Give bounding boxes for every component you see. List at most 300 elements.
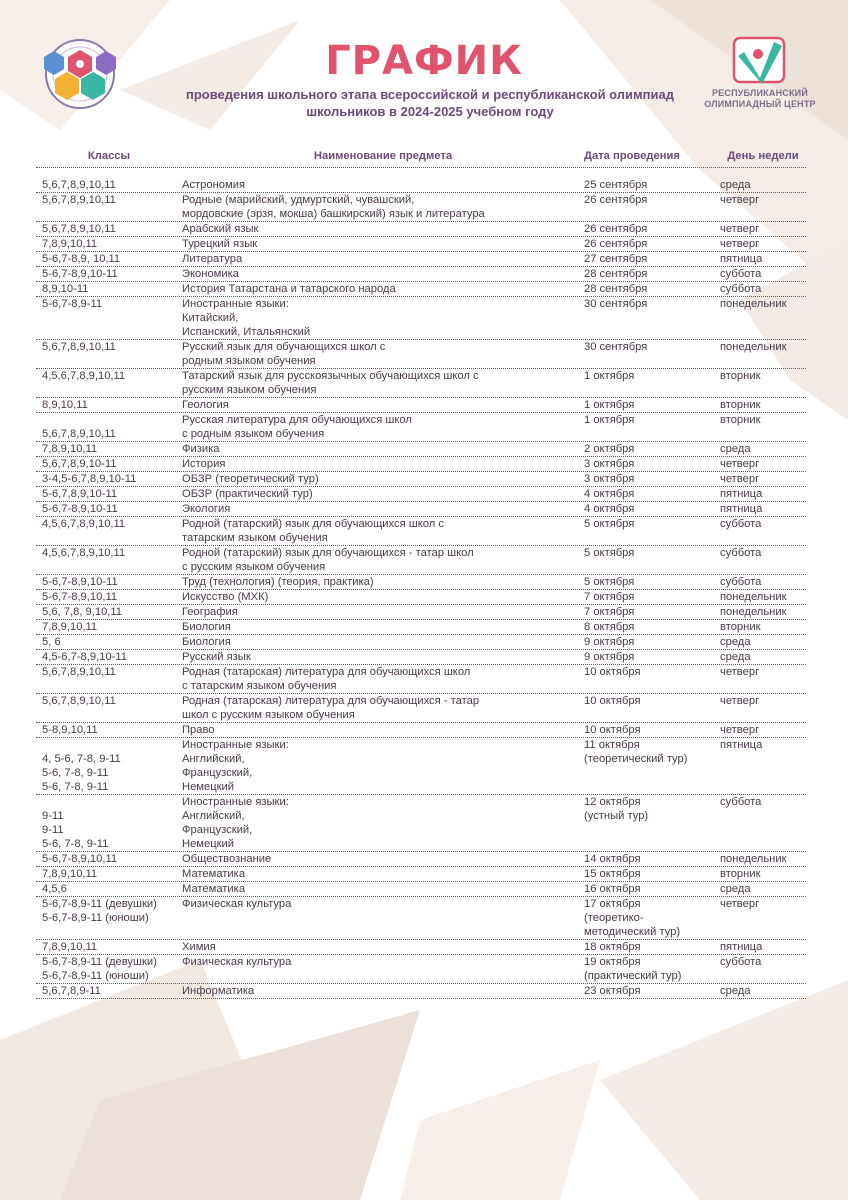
cell-subject	[182, 398, 584, 412]
header-subject: Наименование предмета	[313, 150, 453, 162]
cell-subject	[182, 575, 584, 589]
cell-classes-line: 5-6, 7-8, 9-11	[42, 838, 109, 850]
cell-weekday	[720, 620, 806, 634]
cell-date	[584, 650, 720, 664]
cell-weekday-line: вторник	[720, 868, 761, 880]
cell-date	[584, 237, 720, 251]
cell-weekday	[720, 442, 806, 456]
cell-weekday	[720, 457, 806, 471]
cell-classes	[36, 940, 182, 954]
cell-weekday	[720, 413, 806, 441]
cell-classes	[36, 252, 182, 266]
table-row	[36, 955, 806, 984]
cell-classes-line: 5-6,7-8,9, 10,11	[42, 253, 121, 265]
cell-subject	[182, 867, 584, 881]
cell-weekday-line: среда	[720, 179, 751, 191]
cell-weekday	[720, 222, 806, 236]
org-name-line-1: РЕСПУБЛИКАНСКИЙ	[711, 88, 809, 98]
cell-weekday	[720, 590, 806, 604]
cell-weekday	[720, 502, 806, 516]
cell-classes-line: 5,6,7,8,9,10,11	[42, 695, 116, 707]
cell-date	[584, 984, 720, 998]
cell-classes-line	[42, 413, 182, 427]
cell-subject	[182, 517, 584, 545]
table-row	[36, 517, 806, 546]
cell-classes	[36, 984, 182, 998]
cell-subject	[182, 222, 584, 236]
table-row	[36, 590, 806, 605]
cell-date-line: 10 октября	[584, 666, 641, 678]
cell-subject	[182, 605, 584, 619]
cell-subject-line: Родная (татарская) литература для обучающихся - татар	[182, 695, 480, 707]
cell-classes	[36, 487, 182, 501]
schedule-table	[36, 150, 806, 999]
cell-date-line: 14 октября	[584, 853, 641, 865]
cell-subject-line: Химия	[182, 941, 216, 953]
cell-weekday	[720, 650, 806, 664]
cell-classes-line: 5-6,7-8,9,10-11	[42, 268, 118, 280]
cell-classes-line: 4,5,6,7,8,9,10,11	[42, 547, 126, 559]
cell-date-line: 18 октября	[584, 941, 641, 953]
cell-classes	[36, 852, 182, 866]
cell-weekday	[720, 738, 806, 794]
cell-classes-line: 8,9,10,11	[42, 399, 88, 411]
cell-weekday-line: пятница	[720, 941, 763, 953]
cell-subject-line: Право	[182, 724, 215, 736]
cell-classes	[36, 795, 182, 851]
cell-weekday	[720, 546, 806, 574]
cell-date	[584, 723, 720, 737]
cell-date	[584, 620, 720, 634]
cell-classes	[36, 457, 182, 471]
cell-weekday-line: среда	[720, 636, 751, 648]
cell-subject-line: Родная (татарская) литература для обучающихся школ	[182, 666, 471, 678]
cell-classes	[36, 267, 182, 281]
table-row	[36, 472, 806, 487]
table-row	[36, 252, 806, 267]
cell-date	[584, 546, 720, 574]
cell-subject-line: Литература	[182, 253, 243, 265]
cell-classes-line: 5-6,7-8,9-11 (девушки)	[42, 956, 157, 968]
cell-date-line: 9 октября	[584, 636, 635, 648]
cell-date	[584, 882, 720, 896]
cell-subject	[182, 193, 584, 221]
cell-weekday	[720, 955, 806, 983]
cell-classes-line: 5-6,7-8,9,10-11	[42, 576, 118, 588]
cell-date	[584, 605, 720, 619]
cell-date-line: 12 октября	[584, 796, 641, 808]
cell-classes	[36, 546, 182, 574]
table-row	[36, 897, 806, 940]
cell-classes-line: 5-6, 7-8, 9-11	[42, 781, 109, 793]
cell-classes	[36, 282, 182, 296]
cell-classes-line: 5,6,7,8,9,10,11	[42, 428, 116, 440]
cell-subject	[182, 635, 584, 649]
cell-weekday-line: среда	[720, 443, 751, 455]
cell-weekday-line: вторник	[720, 414, 761, 426]
cell-date-line: (теоретический тур)	[584, 753, 688, 765]
cell-subject-line: с татарским языком обучения	[182, 680, 337, 692]
cell-classes	[36, 398, 182, 412]
cell-date	[584, 590, 720, 604]
cell-date	[584, 267, 720, 281]
cell-subject	[182, 297, 584, 339]
cell-weekday	[720, 575, 806, 589]
cell-subject	[182, 502, 584, 516]
cell-weekday-line: пятница	[720, 488, 763, 500]
cell-weekday	[720, 517, 806, 545]
cell-subject	[182, 487, 584, 501]
table-row	[36, 795, 806, 852]
cell-classes	[36, 897, 182, 939]
table-row	[36, 605, 806, 620]
cell-weekday-line: пятница	[720, 253, 763, 265]
cell-date-line: 1 октября	[584, 399, 635, 411]
cell-date-line: 5 октября	[584, 547, 635, 559]
cell-subject-line: Русская литература для обучающихся школ	[182, 414, 412, 426]
page-subtitle	[150, 86, 710, 120]
cell-subject-line: Экономика	[182, 268, 239, 280]
cell-subject-line: Родной (татарский) язык для обучающихся - татар школ	[182, 547, 474, 559]
cell-subject	[182, 795, 584, 851]
cell-weekday	[720, 795, 806, 851]
cell-subject	[182, 650, 584, 664]
cell-date-line: 23 октября	[584, 985, 641, 997]
cell-weekday-line: четверг	[720, 666, 760, 678]
cell-weekday-line: четверг	[720, 194, 760, 206]
table-row	[36, 882, 806, 897]
cell-subject-line: Искусство (МХК)	[182, 591, 269, 603]
cell-subject-line: Труд (технология) (теория, практика)	[182, 576, 374, 588]
table-row	[36, 237, 806, 252]
cell-classes-line: 7,8,9,10,11	[42, 443, 98, 455]
cell-date-line: 3 октября	[584, 458, 635, 470]
cell-date-line: 2 октября	[584, 443, 635, 455]
cell-classes	[36, 723, 182, 737]
cell-weekday	[720, 297, 806, 339]
cell-classes-line: 7,8,9,10,11	[42, 941, 98, 953]
table-row	[36, 442, 806, 457]
cell-subject	[182, 852, 584, 866]
cell-date-line: 30 сентября	[584, 341, 648, 353]
cell-date-line: 10 октября	[584, 695, 641, 707]
cell-weekday	[720, 487, 806, 501]
cell-classes-line: 9-11	[42, 824, 64, 836]
table-row	[36, 738, 806, 795]
cell-subject	[182, 237, 584, 251]
cell-subject-line: Английский,	[182, 753, 245, 765]
cell-subject	[182, 457, 584, 471]
cell-weekday-line: понедельник	[720, 853, 787, 865]
cell-date	[584, 413, 720, 441]
cell-classes	[36, 297, 182, 339]
cell-date	[584, 340, 720, 368]
cell-classes	[36, 955, 182, 983]
cell-subject-line: с родным языком обучения	[182, 428, 325, 440]
cell-weekday-line: суббота	[720, 547, 762, 559]
cell-subject-line: Родной (татарский) язык для обучающихся школ с	[182, 518, 444, 530]
cell-classes	[36, 369, 182, 397]
cell-date	[584, 178, 720, 192]
cell-weekday-line: вторник	[720, 370, 761, 382]
cell-date-line: 5 октября	[584, 518, 635, 530]
org-name-line-2: ОЛИМПИАДНЫЙ ЦЕНТР	[704, 99, 816, 109]
cell-date-line: 26 сентября	[584, 194, 648, 206]
table-row	[36, 297, 806, 340]
cell-subject-line: Обществознание	[182, 853, 272, 865]
cell-date-line: 7 октября	[584, 591, 635, 603]
cell-classes-line: 5,6,7,8,9,10,11	[42, 666, 116, 678]
cell-date	[584, 795, 720, 851]
cell-subject	[182, 940, 584, 954]
cell-date-line: (теоретико-	[584, 912, 644, 924]
table-row	[36, 413, 806, 442]
cell-date-line: 15 октября	[584, 868, 641, 880]
cell-date	[584, 282, 720, 296]
table-body	[36, 178, 806, 999]
cell-classes-line: 7,8,9,10,11	[42, 868, 98, 880]
cell-classes	[36, 517, 182, 545]
cell-classes-line: 5-6,7-8,9-11 (юноши)	[42, 912, 149, 924]
cell-weekday-line: четверг	[720, 898, 760, 910]
cell-weekday	[720, 252, 806, 266]
cell-subject-line: Экология	[182, 503, 231, 515]
cell-subject-line: Биология	[182, 636, 231, 648]
cell-date	[584, 297, 720, 339]
cell-date-line: 1 октября	[584, 414, 635, 426]
cell-subject	[182, 665, 584, 693]
cell-weekday-line: пятница	[720, 739, 763, 751]
header-date: Дата проведения	[584, 150, 680, 162]
table-row	[36, 635, 806, 650]
table-row	[36, 575, 806, 590]
table-row	[36, 650, 806, 665]
cell-weekday	[720, 940, 806, 954]
cell-classes-line	[42, 795, 182, 809]
table-row	[36, 867, 806, 882]
cell-date-line: 26 сентября	[584, 223, 648, 235]
cell-weekday	[720, 897, 806, 939]
header-classes: Классы	[87, 150, 131, 162]
table-row	[36, 620, 806, 635]
cell-date-line: 28 сентября	[584, 268, 648, 280]
cell-date	[584, 665, 720, 693]
cell-weekday-line: среда	[720, 651, 751, 663]
cell-subject-line: мордовские (эрзя, мокша) башкирский) язык и литература	[182, 208, 485, 220]
cell-weekday	[720, 267, 806, 281]
cell-subject	[182, 620, 584, 634]
cell-subject-line: Геология	[182, 399, 229, 411]
cell-weekday-line: суббота	[720, 576, 762, 588]
cell-classes-line: 5,6,7,8,9,10,11	[42, 194, 116, 206]
cell-date	[584, 575, 720, 589]
table-row	[36, 723, 806, 738]
cell-date-line: (устный тур)	[584, 810, 649, 822]
cell-date-line: 25 сентября	[584, 179, 648, 191]
cell-subject	[182, 882, 584, 896]
cell-subject-line: Математика	[182, 883, 246, 895]
cell-subject	[182, 738, 584, 794]
cell-date-line: 30 сентября	[584, 298, 648, 310]
cell-classes	[36, 193, 182, 221]
cell-date	[584, 635, 720, 649]
cell-subject-line: Арабский язык	[182, 223, 259, 235]
cell-classes-line: 4,5,6	[42, 883, 67, 895]
cell-subject	[182, 369, 584, 397]
table-row	[36, 852, 806, 867]
cell-weekday-line: четверг	[720, 695, 760, 707]
cell-weekday	[720, 237, 806, 251]
cell-date-line: 16 октября	[584, 883, 641, 895]
cell-date-line: 3 октября	[584, 473, 635, 485]
cell-weekday	[720, 340, 806, 368]
cell-classes	[36, 694, 182, 722]
cell-weekday	[720, 282, 806, 296]
cell-classes-line: 5-6,7-8,9-11 (девушки)	[42, 898, 157, 910]
cell-weekday	[720, 882, 806, 896]
cell-subject-line: Татарский язык для русскоязычных обучающихся школ с	[182, 370, 479, 382]
cell-weekday-line: суббота	[720, 268, 762, 280]
cell-date-line: 27 сентября	[584, 253, 648, 265]
cell-subject	[182, 546, 584, 574]
cell-date	[584, 193, 720, 221]
cell-weekday-line: суббота	[720, 956, 762, 968]
table-row	[36, 940, 806, 955]
cell-weekday	[720, 867, 806, 881]
cell-subject-line: Испанский, Итальянский	[182, 326, 311, 338]
cell-date	[584, 940, 720, 954]
cell-subject-line: Астрономия	[182, 179, 246, 191]
cell-date	[584, 222, 720, 236]
cell-weekday-line: вторник	[720, 399, 761, 411]
cell-classes-line: 5-6, 7-8, 9-11	[42, 767, 109, 779]
cell-date	[584, 738, 720, 794]
cell-subject-line: русским языком обучения	[182, 384, 317, 396]
cell-weekday-line: суббота	[720, 283, 762, 295]
cell-subject-line: татарским языком обучения	[182, 532, 328, 544]
cell-date	[584, 517, 720, 545]
cell-date-line: (практический тур)	[584, 970, 682, 982]
org-name	[704, 88, 816, 110]
cell-classes-line: 9-11	[42, 810, 64, 822]
cell-subject	[182, 282, 584, 296]
cell-classes	[36, 738, 182, 794]
cell-classes	[36, 590, 182, 604]
cell-weekday	[720, 723, 806, 737]
cell-classes-line: 5-6,7-8,9,10-11	[42, 503, 118, 515]
table-row	[36, 369, 806, 398]
cell-classes	[36, 882, 182, 896]
cell-classes	[36, 867, 182, 881]
cell-date	[584, 252, 720, 266]
cell-date-line: методический тур)	[584, 926, 681, 938]
cell-subject-line: Иностранные языки:	[182, 796, 289, 808]
cell-classes	[36, 502, 182, 516]
cell-classes	[36, 340, 182, 368]
cell-weekday-line: пятница	[720, 503, 763, 515]
cell-classes	[36, 605, 182, 619]
cell-subject-line: Турецкий язык	[182, 238, 258, 250]
cell-subject-line: Родные (марийский, удмуртский, чувашский,	[182, 194, 415, 206]
cell-subject-line: География	[182, 606, 238, 618]
cell-classes-line: 4,5-6,7-8,9,10-11	[42, 651, 127, 663]
cell-date-line: 11 октября	[584, 739, 640, 751]
cell-classes-line: 7,8,9,10,11	[42, 238, 98, 250]
cell-subject	[182, 897, 584, 939]
subtitle-line-1: проведения школьного этапа всероссийской и республиканской олимпиад	[185, 87, 674, 102]
cell-weekday	[720, 665, 806, 693]
cell-classes-line: 5-6,7-8,9,10,11	[42, 591, 118, 603]
cell-weekday-line: понедельник	[720, 606, 787, 618]
cell-subject-line: ОБЗР (практический тур)	[182, 488, 313, 500]
cell-classes	[36, 222, 182, 236]
cell-subject-line: Немецкий	[182, 781, 235, 793]
table-row	[36, 546, 806, 575]
table-row	[36, 487, 806, 502]
cell-weekday-line: среда	[720, 883, 751, 895]
cell-weekday	[720, 635, 806, 649]
cell-subject-line: ОБЗР (теоретический тур)	[182, 473, 319, 485]
table-row	[36, 340, 806, 369]
cell-classes-line: 5-6,7-8,9-11	[42, 298, 103, 310]
cell-subject-line: Французский,	[182, 824, 253, 836]
cell-weekday-line: среда	[720, 985, 751, 997]
cell-weekday	[720, 852, 806, 866]
cell-classes-line: 5, 6	[42, 636, 61, 648]
cell-classes-line: 3-4,5-6,7,8,9,10-11	[42, 473, 137, 485]
cell-classes-line: 5-8,9,10,11	[42, 724, 98, 736]
cell-subject	[182, 694, 584, 722]
cell-subject	[182, 178, 584, 192]
cell-classes-line: 5,6,7,8,9,10-11	[42, 458, 117, 470]
cell-weekday-line: четверг	[720, 238, 760, 250]
cell-classes-line: 8,9,10-11	[42, 283, 89, 295]
cell-date-line: 10 октября	[584, 724, 641, 736]
header-weekday: День недели	[727, 150, 799, 162]
cell-weekday	[720, 398, 806, 412]
cell-weekday	[720, 605, 806, 619]
cell-classes	[36, 620, 182, 634]
cell-classes-line: 7,8,9,10,11	[42, 621, 98, 633]
cell-classes-line	[42, 738, 182, 752]
cell-subject	[182, 955, 584, 983]
cell-subject-line: Английский,	[182, 810, 245, 822]
cell-date	[584, 442, 720, 456]
cell-subject	[182, 472, 584, 486]
cell-subject	[182, 340, 584, 368]
cell-subject-line: Китайский,	[182, 312, 239, 324]
cell-classes-line: 4, 5-6, 7-8, 9-11	[42, 753, 121, 765]
cell-subject	[182, 984, 584, 998]
cell-date-line: 26 сентября	[584, 238, 648, 250]
cell-subject	[182, 267, 584, 281]
cell-date-line: 1 октября	[584, 370, 635, 382]
page-title: ГРАФИК	[325, 38, 523, 84]
cell-classes	[36, 442, 182, 456]
cell-subject-line: Русский язык для обучающихся школ с	[182, 341, 386, 353]
cell-weekday	[720, 193, 806, 221]
cell-subject-line: История Татарстана и татарского народа	[182, 283, 396, 295]
cell-date-line: 8 октября	[584, 621, 635, 633]
cell-classes-line: 5,6,7,8,9,10,11	[42, 341, 116, 353]
table-row	[36, 398, 806, 413]
cell-date	[584, 472, 720, 486]
cell-date	[584, 502, 720, 516]
cell-weekday-line: суббота	[720, 518, 762, 530]
cell-classes-line: 4,5,6,7,8,9,10,11	[42, 518, 126, 530]
cell-date-line: 9 октября	[584, 651, 635, 663]
table-row	[36, 694, 806, 723]
